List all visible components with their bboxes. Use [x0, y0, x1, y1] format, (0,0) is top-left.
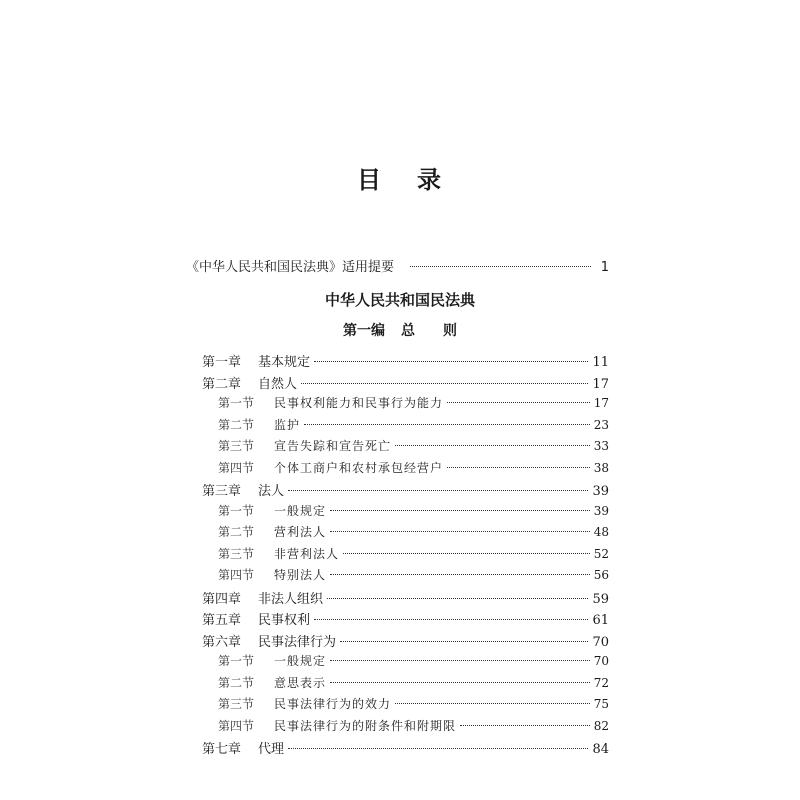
dot-leader [395, 445, 590, 446]
toc-entry-page: 70 [593, 654, 609, 668]
dot-leader [330, 660, 590, 661]
toc-entry-page: 82 [593, 718, 609, 733]
toc-entry-title: 代理 [258, 742, 285, 757]
toc-section-entry[interactable] [218, 502, 609, 524]
toc-entry-title: 法人 [258, 484, 285, 499]
toc-entry-page: 84 [592, 742, 609, 757]
dot-leader [301, 383, 588, 384]
title-char-2: 录 [417, 166, 443, 194]
toc-entry-page: 39 [593, 503, 609, 518]
dot-leader [447, 402, 590, 403]
toc-intro-text: 《中华人民共和国民法典》适用提要 [186, 260, 395, 275]
dot-leader [314, 619, 588, 620]
toc-entry-page: 11 [592, 355, 609, 370]
dot-leader [330, 682, 590, 683]
toc-chapter-entry[interactable] [202, 609, 609, 631]
toc-entry-number: 第一节 [218, 503, 255, 518]
toc-entry-title: 特别法人 [274, 568, 327, 582]
dot-leader [410, 266, 591, 267]
toc-entry-title: 意思表示 [274, 675, 327, 690]
toc-entry-number: 第一节 [218, 396, 255, 410]
toc-entry-page: 72 [593, 675, 609, 690]
toc-entry-number: 第一节 [218, 654, 255, 668]
toc-section-entry[interactable] [218, 437, 609, 459]
toc-entry-number: 第四节 [218, 460, 255, 475]
toc-entry-title: 基本规定 [258, 355, 311, 370]
toc-entry-title: 民事权利 [258, 613, 311, 628]
toc-entry-number: 第四节 [218, 568, 255, 582]
part-heading [0, 320, 800, 340]
toc-entry-number: 第四节 [218, 718, 255, 733]
toc-entry-number: 第一章 [202, 355, 242, 370]
dot-leader [314, 361, 588, 362]
toc-intro-entry[interactable] [186, 256, 609, 278]
toc-entry-title: 一般规定 [274, 654, 327, 668]
part-name-1: 总 [401, 323, 415, 339]
toc-section-entry[interactable] [218, 566, 609, 588]
toc-section-entry[interactable] [218, 394, 609, 416]
toc-chapter-entry[interactable] [202, 480, 609, 502]
toc-entry-number: 第三章 [202, 484, 242, 499]
part-name-2: 则 [443, 323, 457, 339]
toc-entry-title: 民事法律行为的效力 [274, 697, 392, 711]
toc-section-entry[interactable] [218, 523, 609, 545]
toc-entry-page: 56 [593, 568, 609, 582]
toc-chapter-entry[interactable] [202, 373, 609, 395]
toc-section-entry[interactable] [218, 545, 609, 567]
toc-entry-page: 70 [592, 634, 609, 650]
toc-entry-number: 第二章 [202, 376, 242, 392]
toc-section-entry[interactable] [218, 674, 609, 696]
dot-leader [447, 467, 590, 468]
toc-entry-number: 第六章 [202, 634, 242, 650]
toc-entry-number: 第三节 [218, 546, 255, 561]
toc-chapter-entry[interactable] [202, 738, 609, 760]
toc-entry-number: 第七章 [202, 742, 242, 757]
dot-leader [330, 510, 590, 511]
toc-section-entry[interactable] [218, 459, 609, 481]
toc-entry-title: 一般规定 [274, 503, 327, 518]
toc-entry-page: 17 [592, 376, 609, 392]
toc-entry-title: 个体工商户和农村承包经营户 [274, 460, 444, 475]
dot-leader [304, 424, 590, 425]
toc-entry-title: 非营利法人 [274, 546, 340, 561]
toc-entry-page: 48 [593, 525, 609, 539]
toc-entry-page: 52 [593, 546, 609, 561]
toc-intro-page: 1 [600, 260, 609, 275]
toc-entry-page: 59 [592, 591, 609, 607]
toc-entry-page: 33 [593, 439, 609, 453]
toc-entry-page: 61 [592, 613, 609, 628]
toc-entry-page: 38 [593, 460, 609, 475]
page-title [0, 160, 800, 195]
dot-leader [330, 531, 590, 532]
dot-leader [340, 641, 588, 642]
toc-chapter-entry[interactable] [202, 588, 609, 610]
toc-section-entry[interactable] [218, 652, 609, 674]
toc-entry-title: 非法人组织 [258, 591, 324, 607]
toc-section-entry[interactable] [218, 695, 609, 717]
toc-entry-number: 第四章 [202, 591, 242, 607]
toc-entry-number: 第三节 [218, 439, 255, 453]
toc-entry-title: 民事法律行为的附条件和附期限 [274, 718, 457, 733]
toc-entry-page: 75 [593, 697, 609, 711]
dot-leader [330, 574, 590, 575]
toc-chapter-entry[interactable] [202, 351, 609, 373]
toc-entry-page: 23 [593, 417, 609, 432]
toc-entry-page: 39 [592, 484, 609, 499]
part-label: 第一编 [343, 323, 385, 339]
toc-section-entry[interactable] [218, 416, 609, 438]
toc-entry-title: 监护 [274, 417, 301, 432]
title-char-1: 目 [357, 166, 383, 194]
toc-chapter-entry[interactable] [202, 631, 609, 653]
toc-entry-page: 17 [593, 396, 609, 410]
toc-entry-number: 第二节 [218, 417, 255, 432]
toc-entry-title: 营利法人 [274, 525, 327, 539]
dot-leader [288, 490, 588, 491]
dot-leader [343, 553, 590, 554]
dot-leader [395, 703, 590, 704]
toc-entry-number: 第二节 [218, 525, 255, 539]
toc-entry-title: 民事权利能力和民事行为能力 [274, 396, 444, 410]
dot-leader [288, 748, 588, 749]
dot-leader [327, 598, 588, 599]
toc-entry-number: 第二节 [218, 675, 255, 690]
toc-entry-title: 宣告失踪和宣告死亡 [274, 439, 392, 453]
toc-section-entry[interactable] [218, 717, 609, 739]
dot-leader [460, 725, 590, 726]
toc-entry-number: 第三节 [218, 697, 255, 711]
toc-entry-title: 民事法律行为 [258, 634, 337, 650]
toc-entry-title: 自然人 [258, 376, 298, 392]
code-heading: 中华人民共和国民法典 [324, 291, 475, 309]
toc-entry-number: 第五章 [202, 613, 242, 628]
